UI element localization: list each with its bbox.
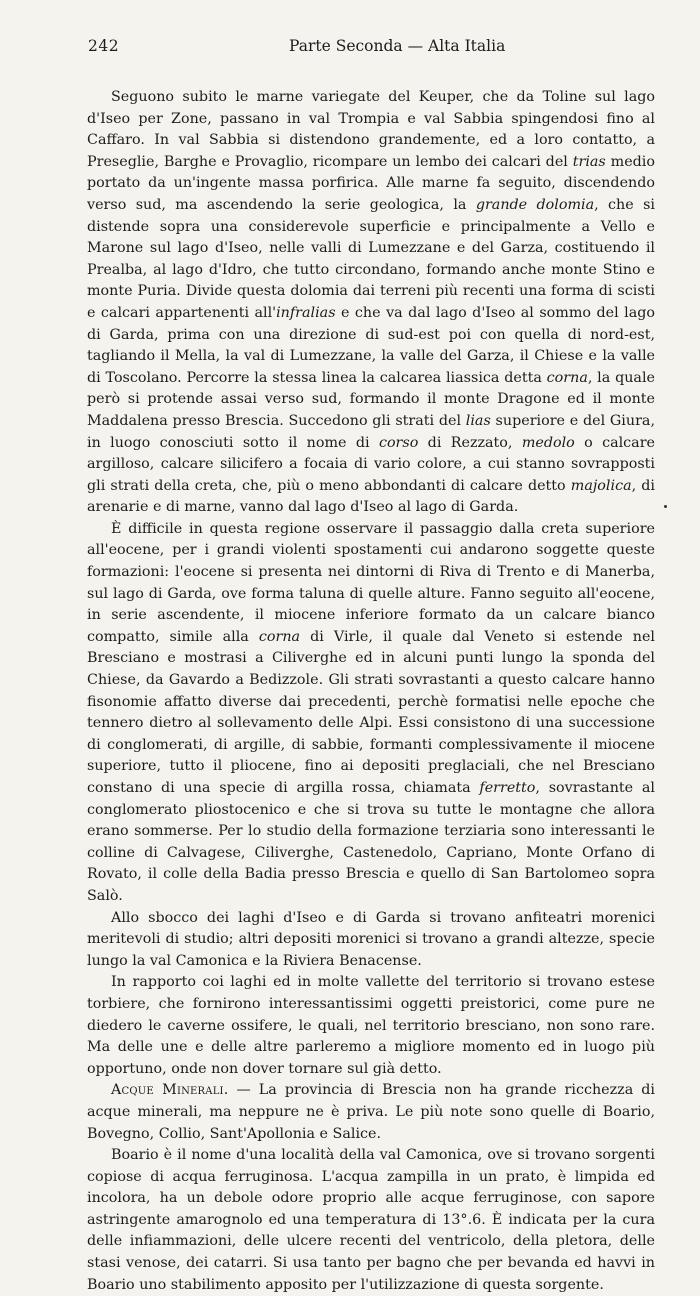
text-run: — La provincia di Brescia non ha grande ricchezza di acque minerali, ma neppure ne è priva. Le più note sono quelle di Boario, Bovegno, Collio, Sant'Apollonia e Salice. <box>87 1082 655 1142</box>
paragraph-mineral-waters <box>87 1080 655 1145</box>
text-run: o calcare argilloso, calcare silicifero a focaia di vario colore, a cui stanno sovrapposti gli strati della creta, che, più o meno abbondanti di calcare detto <box>87 434 655 494</box>
paragraph-keuper <box>87 87 655 519</box>
text-run: Boario è il nome d'una località della val Camonica, ove si trovano sorgenti copiose di acqua ferruginosa. L'acqua zampilla in un prato, è limpida ed incolora, ha un debole odore proprio alle acque ferruginose, con sapore astringente amarognolo ed una temperatura di 13°.6. È indicata per la cura delle infiammazioni, delle ulcere recenti del ventricolo, della pletora, delle stasi venose, dei catarri. Si usa tanto per bagno che per bevanda ed havvi in Boario uno stabilimento apposito per l'utilizzazione di questa sorgente. <box>87 1147 655 1293</box>
page-header <box>88 37 650 57</box>
text-run: e che va dal lago d'Iseo al sommo del lago di Garda, prima con una direzione di sud-est poi con quella di nord-est, tagliando il Mella, la val di Lumezzane, la valle del Garza, il Chiese e la valle di Toscolano. Percorre la stessa linea la calcarea liassica detta <box>87 304 655 386</box>
text-run: medio portato da un'ingente massa porfirica. Alle marne fa seguito, discendendo verso sud, ma ascendendo la serie geologica, la <box>87 153 655 213</box>
text-run: superiore e del Giura, in luogo conosciuti sotto il nome di <box>87 412 655 451</box>
paragraph-boario <box>87 1145 655 1296</box>
paragraph-peat-bogs <box>87 972 655 1080</box>
italic-term: medolo <box>521 434 575 451</box>
text-run: Allo sbocco dei laghi d'Iseo e di Garda si trovano anfiteatri morenici meritevoli di studio; altri depositi morenici si trovano a grandi altezze, specie lungo la val Camonica e la Riviera Benacense. <box>87 909 655 969</box>
text-run: , sovrastante al conglomerato pliostocenico e che si trova su tutte le montagne che allora erano sommerse. Per lo studio della formazione terziaria sono interessanti le colline di Calvagese, Ciliverghe, Castenedolo, Capriano, Monte Orfano di Rovato, il colle della Badia presso Brescia e quello di San Bartolomeo sopra Salò. <box>87 780 655 904</box>
text-run: In rapporto coi laghi ed in molte vallette del territorio si trovano estese torbiere, che fornirono interessantissimi oggetti preistorici, come pure ne diedero le caverne ossifere, le quali, nel territorio bresciano, non sono rare. Ma delle une e delle altre parleremo a migliore momento ed in luogo più opportuno, onde non dover tornare sul già detto. <box>87 974 655 1077</box>
text-run: , di arenarie e di marne, vanno dal lago d'Iseo al lago di Garda. <box>87 477 655 516</box>
text-run: , che si distende sopra una considerevole superficie e principalmente a Vello e Marone sul lago d'Iseo, nelle valli di Lumezzane e del Garza, costituendo il Prealba, al lago d'Idro, che tutto circondano, formando anche monte Stino e monte Puria. Divide questa dolomia dai terreni più recenti una forma di scisti e calcari appartenenti all' <box>87 196 656 321</box>
margin-mark <box>664 505 667 508</box>
italic-term: ferretto <box>479 780 536 796</box>
text-run: È difficile in questa regione osservare il passaggio dalla creta superiore all'eocene, per i grandi violenti spostamenti cui andarono soggette queste formazioni: l'eocene si presenta nei dintorni di Riva di Trento e di Manerba, sul lago di Garda, ove forma taluna di quelle alture. Fanno seguito all'eocene, in serie ascendente, il miocene inferiore formato da un calcare bianco compatto, simile alla <box>87 520 655 645</box>
text-run: di Rezzato, <box>418 434 522 451</box>
italic-term: corna <box>258 628 301 645</box>
text-run: Seguono subito le marne variegate del Keuper, che da Toline sul lago d'Iseo per Zone, passano in val Trompia e val Sabbia spingendosi fino al Caffaro. In val Sabbia si distendono grandemente, ed a loro contatto, a Preseglie, Barghe e Provaglio, ricompare un lembo dei calcari del <box>87 89 655 170</box>
italic-term: lias <box>465 412 491 429</box>
paragraph-moraines <box>87 908 655 973</box>
italic-term: infralias <box>276 304 336 321</box>
text-run: di Virle, il quale dal Veneto si estende nel Bresciano e mostrasi a Ciliverghe ed in alcuni punti lungo la sponda del Chiese, da Gavardo a Bedizzole. Gli strati sovrastanti a questo calcare hanno fisonomie affatto diverse dai precedenti, perchè formatisi nelle epoche che tennero dietro al sollevamento delle Alpi. Essi consistono di una successione di conglomerati, di argille, di sabbie, formanti complessivamente il miocene superiore, tutto il pliocene, fino ai depositi preglaciali, che nel Bresciano constano di una specie di argilla rossa, chiamata <box>87 628 656 796</box>
italic-term: grande dolomia <box>475 196 595 213</box>
section-heading: Acque Minerali. <box>111 1082 229 1099</box>
text-run: , la quale però si protende assai verso sud, formando il monte Dragone ed il monte Maddalena presso Brescia. Succedono gli strati del <box>87 369 655 429</box>
italic-term: majolica <box>570 477 632 494</box>
italic-term: trias <box>572 153 606 170</box>
italic-term: corna <box>546 369 588 386</box>
italic-term: corso <box>378 434 419 451</box>
paragraph-eocene <box>87 519 655 908</box>
body-text <box>87 87 655 1296</box>
running-title: Parte Seconda — Alta Italia <box>289 37 506 55</box>
page-number: 242 <box>88 37 120 55</box>
